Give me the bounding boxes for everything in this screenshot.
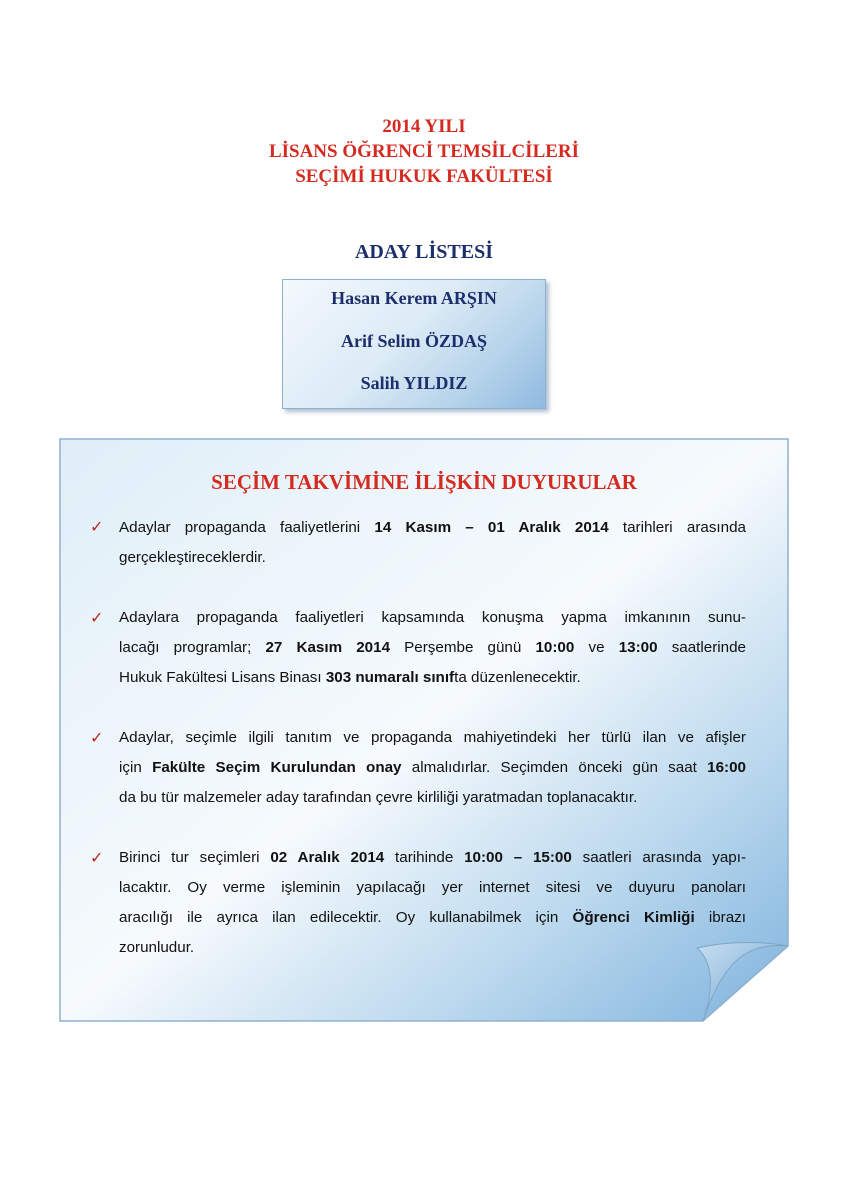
candidate-list-box (282, 279, 546, 409)
announcement-item: Adaylara propaganda faaliyetleri kapsamında konuşma yapma imkanının sunu- lacağı programlar; 27 Kasım 2014 Perşembe günü 10:00 ve 13:00 saatlerinde Hukuk Fakültesi Lisans Binası 303 numaralı sınıfta düzenlenecektir. (119, 609, 746, 686)
checkmark-icon: ✓ (90, 517, 104, 536)
checkmark-icon: ✓ (90, 608, 104, 627)
checkmark-icon: ✓ (90, 728, 104, 747)
title-election: LİSANS ÖĞRENCİ TEMSİLCİLERİ (268, 141, 580, 162)
candidate-name: Arif Selim ÖZDAŞ (341, 331, 487, 351)
announcement-item: Adaylar, seçimle ilgili tanıtım ve propaganda mahiyetindeki her türlü ilan ve afişler için Fakülte Seçim Kurulundan onay almalıdırlar. Seçimden önceki gün saat 16:00 da bu tür malzemeler aday tarafından çevre kirliliği yaratmadan toplanacaktır. (119, 729, 747, 806)
checkmark-icon: ✓ (90, 848, 104, 867)
title-year: 2014 YILI (382, 116, 466, 137)
candidate-name: Salih YILDIZ (360, 373, 468, 393)
announcements-heading: SEÇİM TAKVİMİNE İLİŞKİN DUYURULAR (211, 470, 637, 494)
candidate-list-heading: ADAY LİSTESİ (354, 241, 494, 263)
title-faculty: SEÇİMİ HUKUK FAKÜLTESİ (295, 166, 553, 187)
candidate-name: Hasan Kerem ARŞIN (331, 288, 497, 308)
announcement-item: Birinci tur seçimleri 02 Aralık 2014 tarihinde 10:00 – 15:00 saatleri arasında yapı- lacaktır. Oy verme işleminin yapılacağı yer internet sitesi ve duyuru panoları aracılığı ile ayrıca ilan edilecektir. Oy kullanabilmek için Öğrenci Kimliği ibrazı zorunludur. (119, 849, 747, 956)
document-title (0, 114, 848, 189)
announcement-item: Adaylar propaganda faaliyetlerini 14 Kasım – 01 Aralık 2014 tarihleri arasında gerçekleştireceklerdir. (119, 519, 746, 566)
